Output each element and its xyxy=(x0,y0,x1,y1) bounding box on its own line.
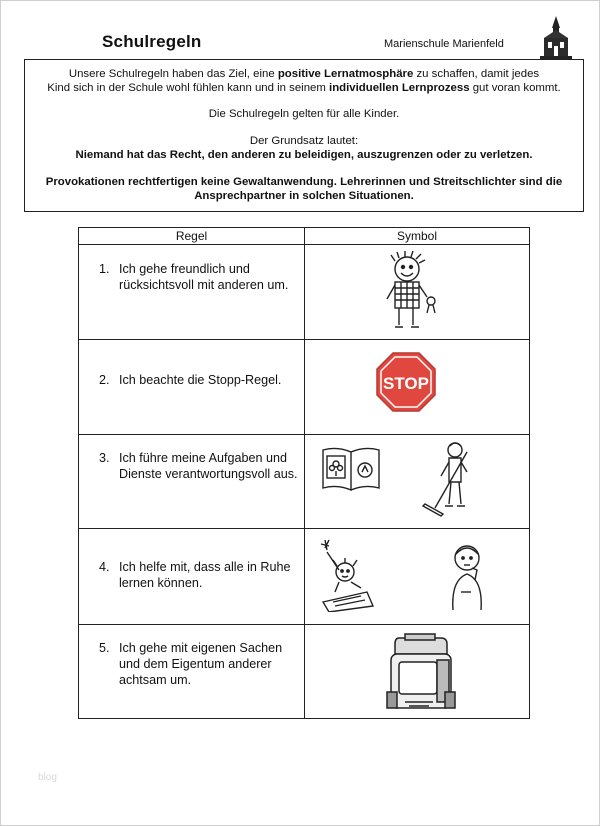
table-row xyxy=(79,245,529,340)
table-header xyxy=(79,228,529,245)
school-bag-icon xyxy=(385,632,457,714)
table-row xyxy=(79,339,529,435)
rule-text: 5. Ich gehe mit eigenen Sachen und dem Eigentum anderer achtsam um. xyxy=(99,641,283,687)
smiling-child-icon xyxy=(379,251,441,335)
open-book-icon xyxy=(321,444,383,494)
rules-table xyxy=(78,227,530,719)
rule-text: 2. Ich beachte die Stopp-Regel. xyxy=(99,373,282,387)
rule-text: 1. Ich gehe freundlich und rücksichtsvoll mit anderen um. xyxy=(99,262,289,292)
school-name: Marienschule Marienfeld xyxy=(384,38,504,50)
column-header-rule: Regel xyxy=(175,229,208,243)
table-row xyxy=(79,528,529,625)
church-logo-icon xyxy=(538,14,574,62)
raised-hand-child-icon xyxy=(317,536,379,612)
column-header-symbol: Symbol xyxy=(396,229,437,243)
sweeping-child-icon xyxy=(417,438,479,522)
intro-paragraph-goal: Unsere Schulregeln haben das Ziel, eine positive Lernatmosphäre zu schaffen, damit jedes Kind sich in der Schule wohl fühlen kann und in seinem individuellen Lernprozess gut voran kommt. xyxy=(47,68,561,94)
intro-paragraph-scope: Die Schulregeln gelten für alle Kinder. xyxy=(208,108,400,120)
watermark: blog xyxy=(38,772,57,783)
intro-box xyxy=(24,59,584,212)
stop-sign-icon xyxy=(375,351,437,413)
rule-text: 3. Ich führe meine Aufgaben und Dienste verantwortungsvoll aus. xyxy=(99,451,298,481)
thinking-child-icon xyxy=(445,542,495,612)
page-title: Schulregeln xyxy=(102,32,202,51)
table-row xyxy=(79,434,529,529)
intro-paragraph-provocations: Provokationen rechtfertigen keine Gewaltanwendung. Lehrerinnen und Streitschlichter sind die Ansprechpartner in solchen Situationen. xyxy=(45,176,563,202)
table-row xyxy=(79,624,529,718)
rule-text: 4. Ich helfe mit, dass alle in Ruhe lernen können. xyxy=(99,560,291,590)
intro-paragraph-principle: Der Grundsatz lautet: Niemand hat das Recht, den anderen zu beleidigen, auszugrenzen oder zu verletzen. xyxy=(75,135,533,161)
stop-sign-text: STOP xyxy=(383,374,429,393)
